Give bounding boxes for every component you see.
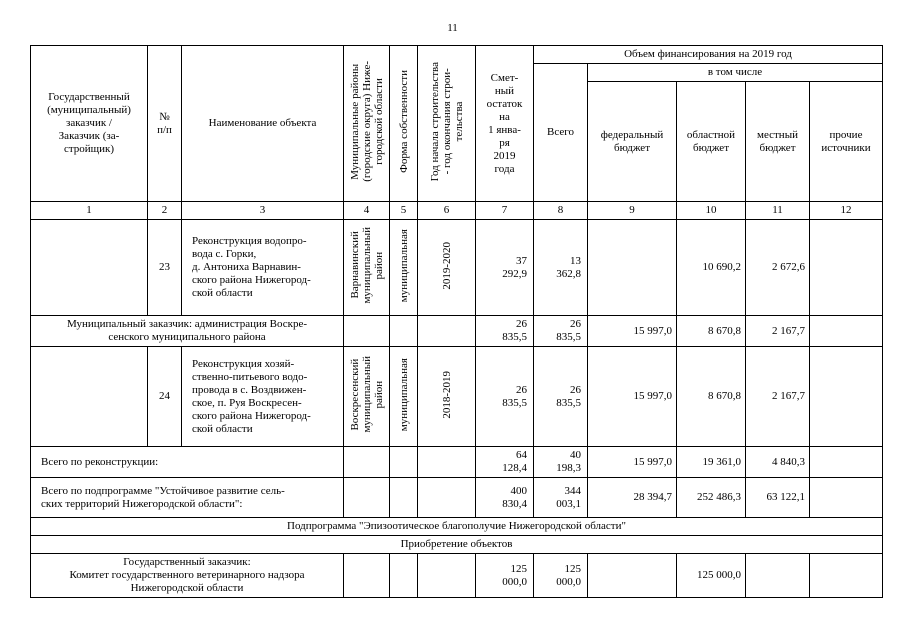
cell-total: 40 198,3 bbox=[534, 447, 588, 478]
vet-committee-label: Государственный заказчик: Комитет государственного ветеринарного надзора Нижегородской области bbox=[31, 554, 344, 598]
cell-empty bbox=[746, 554, 810, 598]
customer-label: Муниципальный заказчик: администрация Воскре- сенского муниципального района bbox=[31, 316, 344, 347]
table-row bbox=[31, 536, 883, 554]
cell-empty bbox=[390, 554, 418, 598]
header-balance: Смет- ный остаток на 1 янва- ря 2019 года bbox=[476, 46, 534, 202]
cell-empty bbox=[810, 316, 883, 347]
header-number: № п/п bbox=[148, 46, 182, 202]
header-total: Всего bbox=[534, 64, 588, 202]
column-number: 4 bbox=[344, 202, 390, 220]
cell-number: 23 bbox=[148, 220, 182, 316]
header-other: прочие источники bbox=[810, 82, 883, 202]
cell-local: 63 122,1 bbox=[746, 478, 810, 518]
cell-district: Воскресенский муниципальный район bbox=[344, 347, 390, 447]
header-districts: Муниципальные районы (городские округа) Ниже- городской области bbox=[344, 46, 390, 202]
cell-total: 13 362,8 bbox=[534, 220, 588, 316]
column-number: 2 bbox=[148, 202, 182, 220]
cell-empty bbox=[588, 554, 677, 598]
cell-empty bbox=[810, 447, 883, 478]
cell-ownership: муниципальная bbox=[390, 347, 418, 447]
cell-regional: 252 486,3 bbox=[677, 478, 746, 518]
cell-balance: 64 128,4 bbox=[476, 447, 534, 478]
cell-balance: 37 292,9 bbox=[476, 220, 534, 316]
column-number: 3 bbox=[182, 202, 344, 220]
cell-federal: 15 997,0 bbox=[588, 347, 677, 447]
cell-years: 2018-2019 bbox=[418, 347, 476, 447]
cell-regional: 8 670,8 bbox=[677, 347, 746, 447]
column-number: 9 bbox=[588, 202, 677, 220]
column-number: 12 bbox=[810, 202, 883, 220]
cell-total: 125 000,0 bbox=[534, 554, 588, 598]
cell-local: 2 167,7 bbox=[746, 347, 810, 447]
table-row bbox=[31, 518, 883, 536]
column-number: 5 bbox=[390, 202, 418, 220]
cell-total: 26 835,5 bbox=[534, 347, 588, 447]
cell-federal: 15 997,0 bbox=[588, 316, 677, 347]
cell-balance: 400 830,4 bbox=[476, 478, 534, 518]
cell-object-name: Реконструкция хозяй- ственно-питьевого водо- провода в с. Воздвижен- ское, п. Руя Воскресен- ского района Нижегород- ской области bbox=[182, 347, 344, 447]
cell-empty bbox=[344, 447, 390, 478]
cell-empty bbox=[418, 316, 476, 347]
cell-balance: 26 835,5 bbox=[476, 316, 534, 347]
cell-empty bbox=[810, 554, 883, 598]
cell-federal bbox=[588, 220, 677, 316]
acquisition-title: Приобретение объектов bbox=[31, 536, 883, 554]
cell-empty bbox=[810, 478, 883, 518]
cell-customer bbox=[31, 220, 148, 316]
column-number: 11 bbox=[746, 202, 810, 220]
cell-regional: 8 670,8 bbox=[677, 316, 746, 347]
cell-total: 344 003,1 bbox=[534, 478, 588, 518]
column-number: 10 bbox=[677, 202, 746, 220]
header-local: местный бюджет bbox=[746, 82, 810, 202]
cell-empty bbox=[810, 347, 883, 447]
column-numbers-row bbox=[31, 202, 883, 220]
column-number: 7 bbox=[476, 202, 534, 220]
header-federal: федеральный бюджет bbox=[588, 82, 677, 202]
cell-local: 4 840,3 bbox=[746, 447, 810, 478]
cell-district: Варнавинский муниципальный район bbox=[344, 220, 390, 316]
cell-local: 2 672,6 bbox=[746, 220, 810, 316]
page-number: 11 bbox=[447, 22, 458, 34]
cell-empty bbox=[390, 316, 418, 347]
column-number: 1 bbox=[31, 202, 148, 220]
cell-local: 2 167,7 bbox=[746, 316, 810, 347]
cell-regional: 125 000,0 bbox=[677, 554, 746, 598]
cell-ownership: муниципальная bbox=[390, 220, 418, 316]
header-customer: Государственный (муниципальный) заказчик / Заказчик (за- стройщик) bbox=[31, 46, 148, 202]
cell-empty bbox=[344, 554, 390, 598]
cell-empty bbox=[344, 478, 390, 518]
cell-empty bbox=[418, 447, 476, 478]
table-row bbox=[31, 478, 883, 518]
table-row bbox=[31, 347, 883, 447]
cell-empty bbox=[418, 554, 476, 598]
subprogram-title: Подпрограмма "Эпизоотическое благополучие Нижегородской области" bbox=[31, 518, 883, 536]
header-years: Год начала строительства - год окончания строи- тельства bbox=[418, 46, 476, 202]
cell-balance: 125 000,0 bbox=[476, 554, 534, 598]
cell-empty bbox=[390, 447, 418, 478]
cell-empty bbox=[390, 478, 418, 518]
cell-regional: 10 690,2 bbox=[677, 220, 746, 316]
cell-customer bbox=[31, 347, 148, 447]
table-row bbox=[31, 220, 883, 316]
header-regional: областной бюджет bbox=[677, 82, 746, 202]
cell-other bbox=[810, 220, 883, 316]
cell-empty bbox=[418, 478, 476, 518]
column-number: 8 bbox=[534, 202, 588, 220]
cell-number: 24 bbox=[148, 347, 182, 447]
header-object-name: Наименование объекта bbox=[182, 46, 344, 202]
table-row bbox=[31, 554, 883, 598]
total-subprogram-label: Всего по подпрограмме "Устойчивое развитие сель- ских территорий Нижегородской области": bbox=[31, 478, 344, 518]
cell-years: 2019-2020 bbox=[418, 220, 476, 316]
column-number: 6 bbox=[418, 202, 476, 220]
header-including: в том числе bbox=[588, 64, 883, 82]
header-ownership: Форма собственности bbox=[390, 46, 418, 202]
table-row bbox=[31, 316, 883, 347]
cell-total: 26 835,5 bbox=[534, 316, 588, 347]
header-funding-2019: Объем финансирования на 2019 год bbox=[534, 46, 883, 64]
cell-balance: 26 835,5 bbox=[476, 347, 534, 447]
cell-federal: 28 394,7 bbox=[588, 478, 677, 518]
table-row bbox=[31, 447, 883, 478]
financing-table bbox=[30, 45, 883, 598]
cell-federal: 15 997,0 bbox=[588, 447, 677, 478]
total-reconstruction-label: Всего по реконструкции: bbox=[31, 447, 344, 478]
cell-object-name: Реконструкция водопро- вода с. Горки, д. Антониха Варнавин- ского района Нижегород- ской области bbox=[182, 220, 344, 316]
cell-empty bbox=[344, 316, 390, 347]
cell-regional: 19 361,0 bbox=[677, 447, 746, 478]
